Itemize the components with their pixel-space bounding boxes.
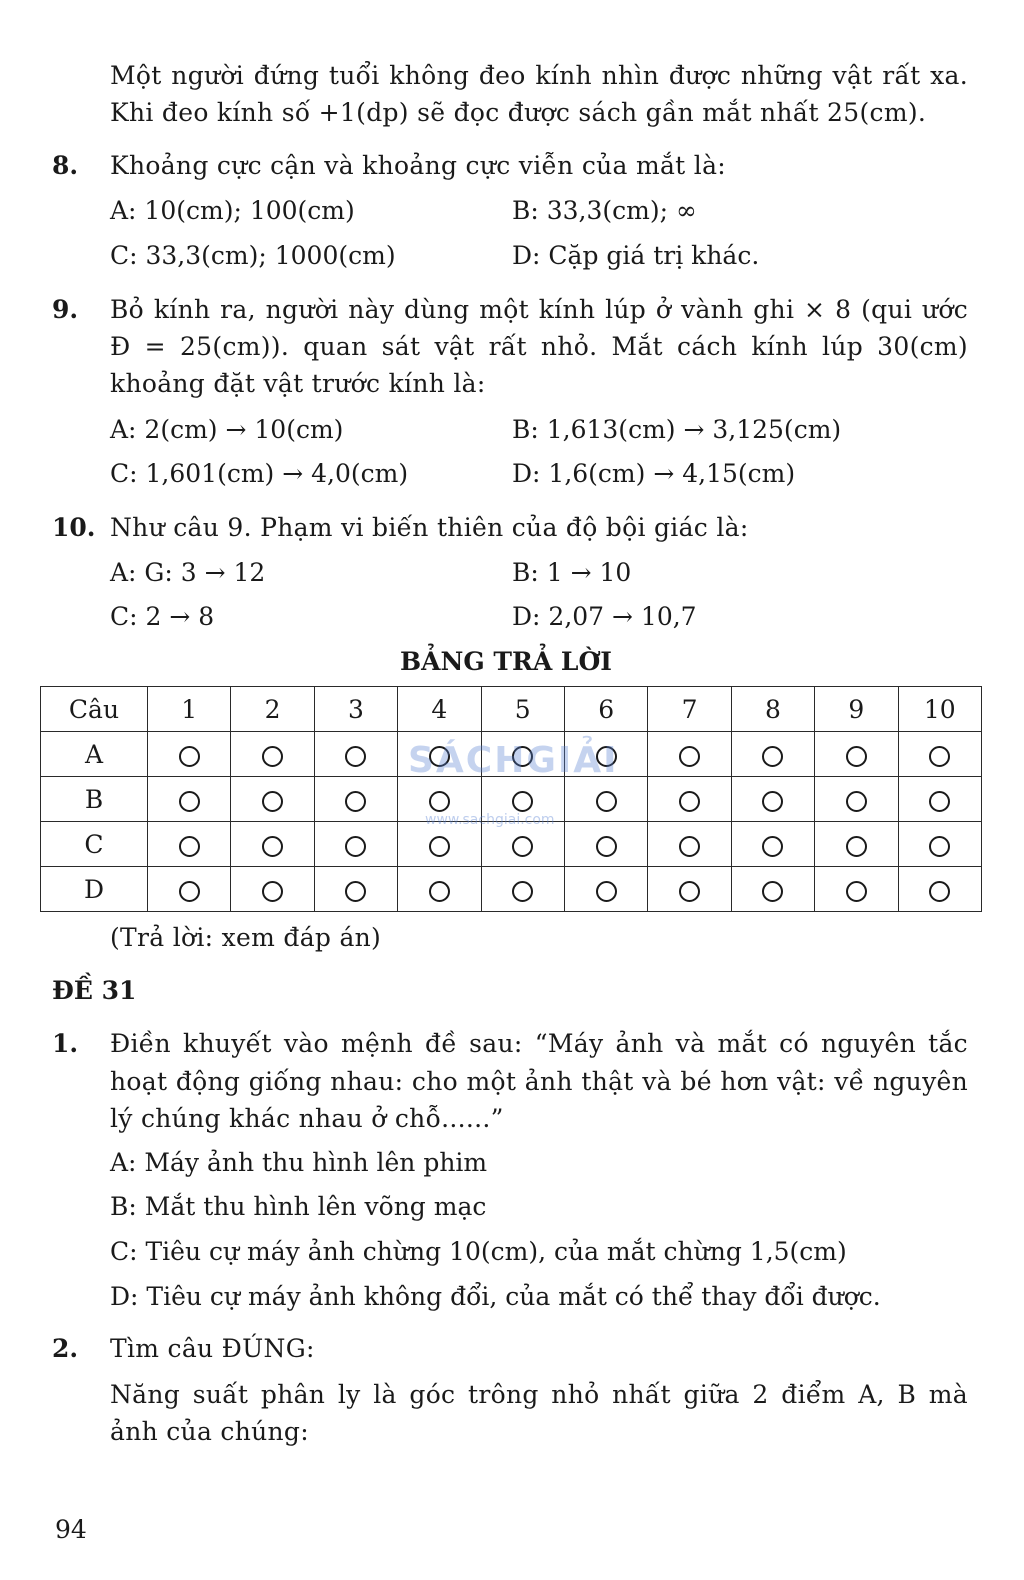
q9-option-b: B: 1,613(cm) → 3,125(cm) (512, 415, 842, 444)
q10-option-a: A: G: 3 → 12 (110, 558, 266, 587)
answer-cell[interactable] (648, 867, 731, 912)
answer-cell[interactable] (231, 777, 314, 822)
header-col: 7 (648, 687, 731, 732)
answer-circle-icon[interactable] (262, 791, 283, 812)
header-col: 5 (481, 687, 564, 732)
answer-circle-icon[interactable] (345, 791, 366, 812)
header-col: 4 (398, 687, 481, 732)
q8-option-b: B: 33,3(cm); ∞ (512, 196, 697, 225)
answer-circle-icon[interactable] (596, 791, 617, 812)
answer-circle-icon[interactable] (345, 746, 366, 767)
s31-q1-line-1: Điền khuyết vào mệnh đề sau: “Máy ảnh và mắt có nguyên tắc (110, 1029, 968, 1058)
s31-q1-number: 1. (52, 1029, 79, 1058)
q9-option-d: D: 1,6(cm) → 4,15(cm) (512, 459, 796, 488)
q9-number: 9. (52, 295, 79, 324)
answer-circle-icon[interactable] (179, 881, 200, 902)
section-heading: ĐỀ 31 (52, 976, 137, 1005)
q10-option-b: B: 1 → 10 (512, 558, 632, 587)
s31-q1-option-a: A: Máy ảnh thu hình lên phim (110, 1148, 488, 1177)
answer-circle-icon[interactable] (929, 836, 950, 857)
answer-cell[interactable] (148, 777, 231, 822)
q10-option-d: D: 2,07 → 10,7 (512, 602, 697, 631)
q10-text: Như câu 9. Phạm vi biến thiên của độ bội giác là: (110, 513, 749, 542)
answer-circle-icon[interactable] (679, 836, 700, 857)
row-label: B (41, 777, 148, 822)
answer-cell[interactable] (815, 867, 898, 912)
answer-circle-icon[interactable] (929, 791, 950, 812)
answer-circle-icon[interactable] (596, 881, 617, 902)
answer-circle-icon[interactable] (762, 881, 783, 902)
answer-circle-icon[interactable] (596, 836, 617, 857)
answer-circle-icon[interactable] (846, 881, 867, 902)
answer-circle-icon[interactable] (846, 791, 867, 812)
answer-circle-icon[interactable] (929, 881, 950, 902)
s31-q1-line-3: lý chúng khác nhau ở chỗ......” (110, 1104, 504, 1133)
answer-cell[interactable] (564, 867, 647, 912)
answer-cell[interactable] (898, 777, 981, 822)
header-col: 9 (815, 687, 898, 732)
answer-row-c (41, 822, 982, 867)
answer-cell[interactable] (231, 867, 314, 912)
answer-circle-icon[interactable] (762, 836, 783, 857)
answer-cell[interactable] (148, 732, 231, 777)
answer-row-d (41, 867, 982, 912)
answer-cell[interactable] (481, 822, 564, 867)
answer-cell[interactable] (898, 732, 981, 777)
answer-cell[interactable] (648, 732, 731, 777)
q9-line-1: Bỏ kính ra, người này dùng một kính lúp ở vành ghi × 8 (qui ước (110, 295, 968, 324)
answer-circle-icon[interactable] (429, 836, 450, 857)
answer-cell[interactable] (648, 777, 731, 822)
answer-cell[interactable] (731, 732, 814, 777)
q9-option-a: A: 2(cm) → 10(cm) (110, 415, 344, 444)
q8-option-a: A: 10(cm); 100(cm) (110, 196, 355, 225)
s31-q2-line-1: Năng suất phân ly là góc trông nhỏ nhất giữa 2 điểm A, B mà (110, 1380, 968, 1409)
answer-circle-icon[interactable] (512, 836, 533, 857)
s31-q2-line-2: ảnh của chúng: (110, 1417, 309, 1446)
answer-circle-icon[interactable] (929, 746, 950, 767)
q8-option-c: C: 33,3(cm); 1000(cm) (110, 241, 396, 270)
answer-circle-icon[interactable] (512, 881, 533, 902)
answer-circle-icon[interactable] (679, 746, 700, 767)
answer-cell[interactable] (398, 867, 481, 912)
answer-circle-icon[interactable] (262, 746, 283, 767)
s31-q2-text: Tìm câu ĐÚNG: (110, 1334, 315, 1363)
answer-cell[interactable] (648, 822, 731, 867)
q9-option-c: C: 1,601(cm) → 4,0(cm) (110, 459, 409, 488)
q10-option-c: C: 2 → 8 (110, 602, 215, 631)
header-col: 6 (564, 687, 647, 732)
answer-circle-icon[interactable] (262, 881, 283, 902)
answer-cell[interactable] (231, 732, 314, 777)
intro-line-2: Khi đeo kính số +1(dp) sẽ đọc được sách gần mắt nhất 25(cm). (110, 98, 927, 127)
header-label: Câu (41, 687, 148, 732)
q10-number: 10. (52, 513, 96, 542)
answer-circle-icon[interactable] (179, 746, 200, 767)
watermark-logo: SÁCHGIẢI (408, 740, 619, 781)
answer-circle-icon[interactable] (345, 881, 366, 902)
answer-circle-icon[interactable] (262, 836, 283, 857)
answer-cell[interactable] (148, 822, 231, 867)
row-label: D (41, 867, 148, 912)
answer-cell[interactable] (815, 777, 898, 822)
header-col: 1 (148, 687, 231, 732)
answer-circle-icon[interactable] (846, 836, 867, 857)
q9-line-2: Đ = 25(cm)). quan sát vật rất nhỏ. Mắt cách kính lúp 30(cm) (110, 332, 968, 361)
answer-circle-icon[interactable] (846, 746, 867, 767)
answer-note: (Trả lời: xem đáp án) (110, 923, 382, 952)
answer-cell[interactable] (148, 867, 231, 912)
answer-cell[interactable] (564, 777, 647, 822)
answer-cell[interactable] (815, 732, 898, 777)
header-col: 3 (314, 687, 397, 732)
answer-circle-icon[interactable] (679, 791, 700, 812)
s31-q1-option-d: D: Tiêu cự máy ảnh không đổi, của mắt có thể thay đổi được. (110, 1282, 881, 1311)
answer-cell[interactable] (314, 777, 397, 822)
answer-cell[interactable] (731, 777, 814, 822)
header-col: 8 (731, 687, 814, 732)
row-label: C (41, 822, 148, 867)
page-number: 94 (55, 1515, 87, 1544)
q8-option-d: D: Cặp giá trị khác. (512, 241, 760, 270)
answer-circle-icon[interactable] (179, 836, 200, 857)
answer-circle-icon[interactable] (429, 881, 450, 902)
s31-q1-option-b: B: Mắt thu hình lên võng mạc (110, 1192, 487, 1221)
answer-cell[interactable] (564, 822, 647, 867)
answer-cell[interactable] (731, 822, 814, 867)
answer-cell[interactable] (481, 867, 564, 912)
answer-cell[interactable] (815, 822, 898, 867)
watermark-url: www.sachgiai.com (425, 812, 555, 828)
header-col: 10 (898, 687, 981, 732)
answer-table-title: BẢNG TRẢ LỜI (400, 647, 612, 676)
answer-circle-icon[interactable] (762, 791, 783, 812)
s31-q1-line-2: hoạt động giống nhau: cho một ảnh thật và bé hơn vật: về nguyên (110, 1067, 968, 1096)
answer-cell[interactable] (731, 867, 814, 912)
answer-circle-icon[interactable] (512, 791, 533, 812)
answer-cell[interactable] (231, 822, 314, 867)
q8-text: Khoảng cực cận và khoảng cực viễn của mắt là: (110, 151, 727, 180)
answer-circle-icon[interactable] (679, 881, 700, 902)
q9-line-3: khoảng đặt vật trước kính là: (110, 369, 486, 398)
header-col: 2 (231, 687, 314, 732)
answer-cell[interactable] (314, 822, 397, 867)
s31-q2-number: 2. (52, 1334, 79, 1363)
answer-cell[interactable] (898, 867, 981, 912)
row-label: A (41, 732, 148, 777)
answer-circle-icon[interactable] (179, 791, 200, 812)
answer-table-header-row (41, 687, 982, 732)
answer-circle-icon[interactable] (429, 791, 450, 812)
answer-cell[interactable] (314, 732, 397, 777)
answer-cell[interactable] (898, 822, 981, 867)
answer-circle-icon[interactable] (762, 746, 783, 767)
answer-circle-icon[interactable] (345, 836, 366, 857)
intro-line-1: Một người đứng tuổi không đeo kính nhìn được những vật rất xa. (110, 61, 968, 90)
q8-number: 8. (52, 151, 79, 180)
answer-table (40, 686, 982, 912)
answer-cell[interactable] (314, 867, 397, 912)
s31-q1-option-c: C: Tiêu cự máy ảnh chừng 10(cm), của mắt chừng 1,5(cm) (110, 1237, 847, 1266)
answer-cell[interactable] (398, 822, 481, 867)
